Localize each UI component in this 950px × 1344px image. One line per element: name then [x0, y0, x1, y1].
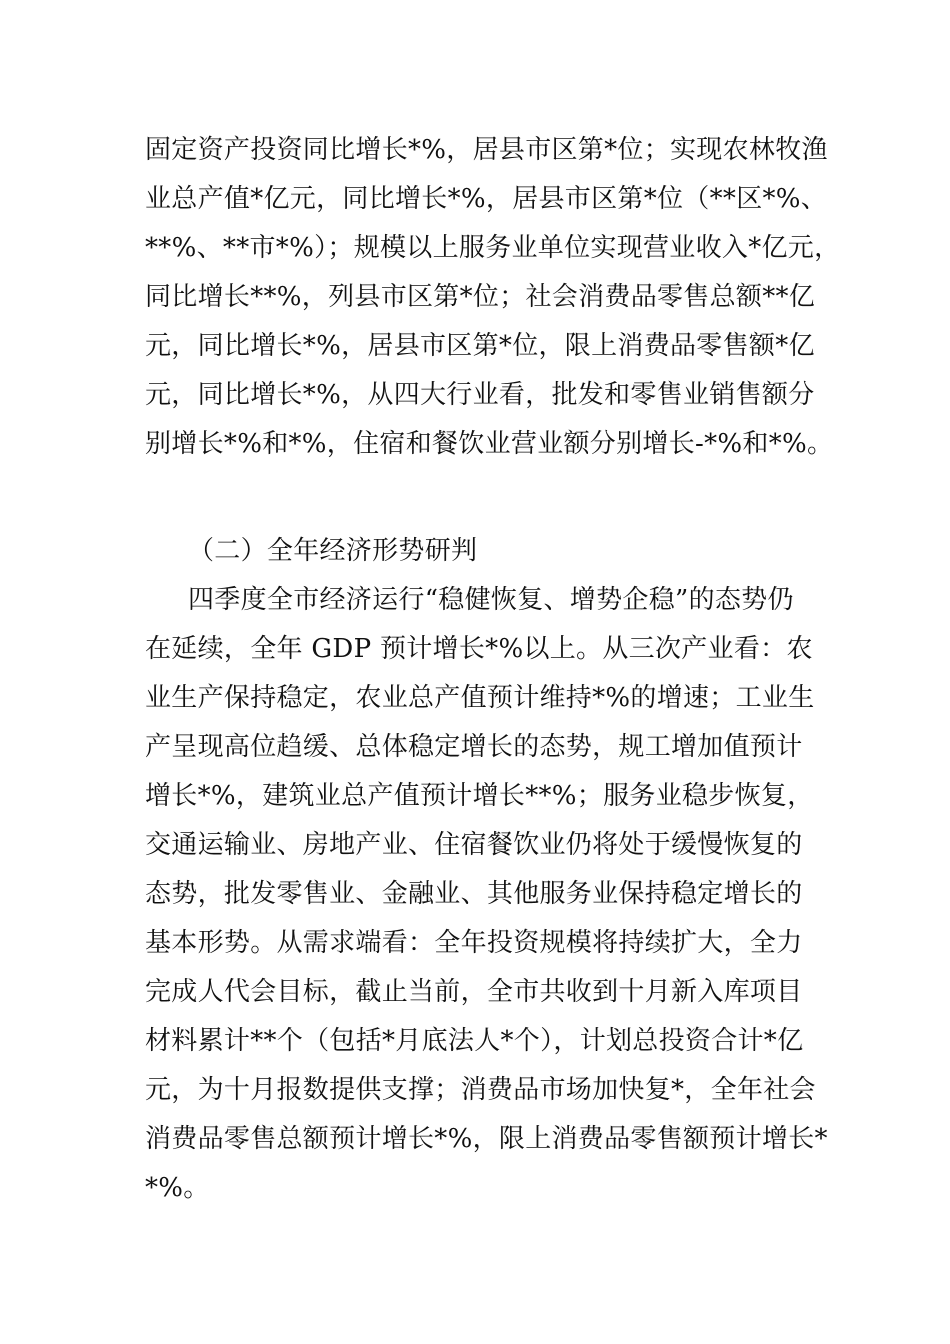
- paragraph-1-line-3: **%、**市*%）；规模以上服务业单位实现营业收入*亿元，: [145, 233, 841, 263]
- paragraph-1-line-6: 元，同比增长*%，从四大行业看，批发和零售业销售额分: [145, 380, 815, 410]
- paragraph-2-line-6: 交通运输业、房地产业、住宿餐饮业仍将处于缓慢恢复的: [145, 830, 803, 860]
- paragraph-2-line-10: 材料累计**个（包括*月底法人*个），计划总投资合计*亿: [145, 1026, 804, 1056]
- paragraph-1-line-2: 业总产值*亿元，同比增长*%，居县市区第*位（**区*%、: [145, 184, 828, 214]
- paragraph-1-line-5: 元，同比增长*%，居县市区第*位，限上消费品零售额*亿: [145, 331, 815, 361]
- paragraph-1-line-1: 固定资产投资同比增长*%，居县市区第*位；实现农林牧渔: [145, 135, 828, 165]
- section-heading: （二）全年经济形势研判: [188, 536, 478, 566]
- paragraph-2-line-2: 在延续，全年 GDP 预计增长*%以上。从三次产业看：农: [145, 634, 813, 664]
- paragraph-2-line-12: 消费品零售总额预计增长*%，限上消费品零售额预计增长*: [145, 1124, 828, 1154]
- paragraph-2-line-1: 四季度全市经济运行“稳健恢复、增势企稳”的态势仍: [188, 585, 794, 615]
- paragraph-1-line-4: 同比增长**%，列县市区第*位；社会消费品零售总额**亿: [145, 282, 816, 312]
- paragraph-2-line-9: 完成人代会目标，截止当前，全市共收到十月新入库项目: [145, 977, 803, 1007]
- paragraph-1-line-7: 别增长*%和*%，住宿和餐饮业营业额分别增长-*%和*%。: [145, 429, 834, 459]
- paragraph-2-line-8: 基本形势。从需求端看：全年投资规模将持续扩大，全力: [145, 928, 803, 958]
- paragraph-2-line-3: 业生产保持稳定，农业总产值预计维持*%的增速；工业生: [145, 683, 815, 713]
- paragraph-2-line-5: 增长*%，建筑业总产值预计增长**%；服务业稳步恢复，: [145, 781, 814, 811]
- paragraph-2-line-13: *%。: [145, 1173, 210, 1203]
- paragraph-2-line-7: 态势，批发零售业、金融业、其他服务业保持稳定增长的: [145, 879, 803, 909]
- paragraph-2-line-4: 产呈现高位趋缓、总体稳定增长的态势，规工增加值预计: [145, 732, 803, 762]
- paragraph-2-line-11: 元，为十月报数提供支撑；消费品市场加快复*，全年社会: [145, 1075, 816, 1105]
